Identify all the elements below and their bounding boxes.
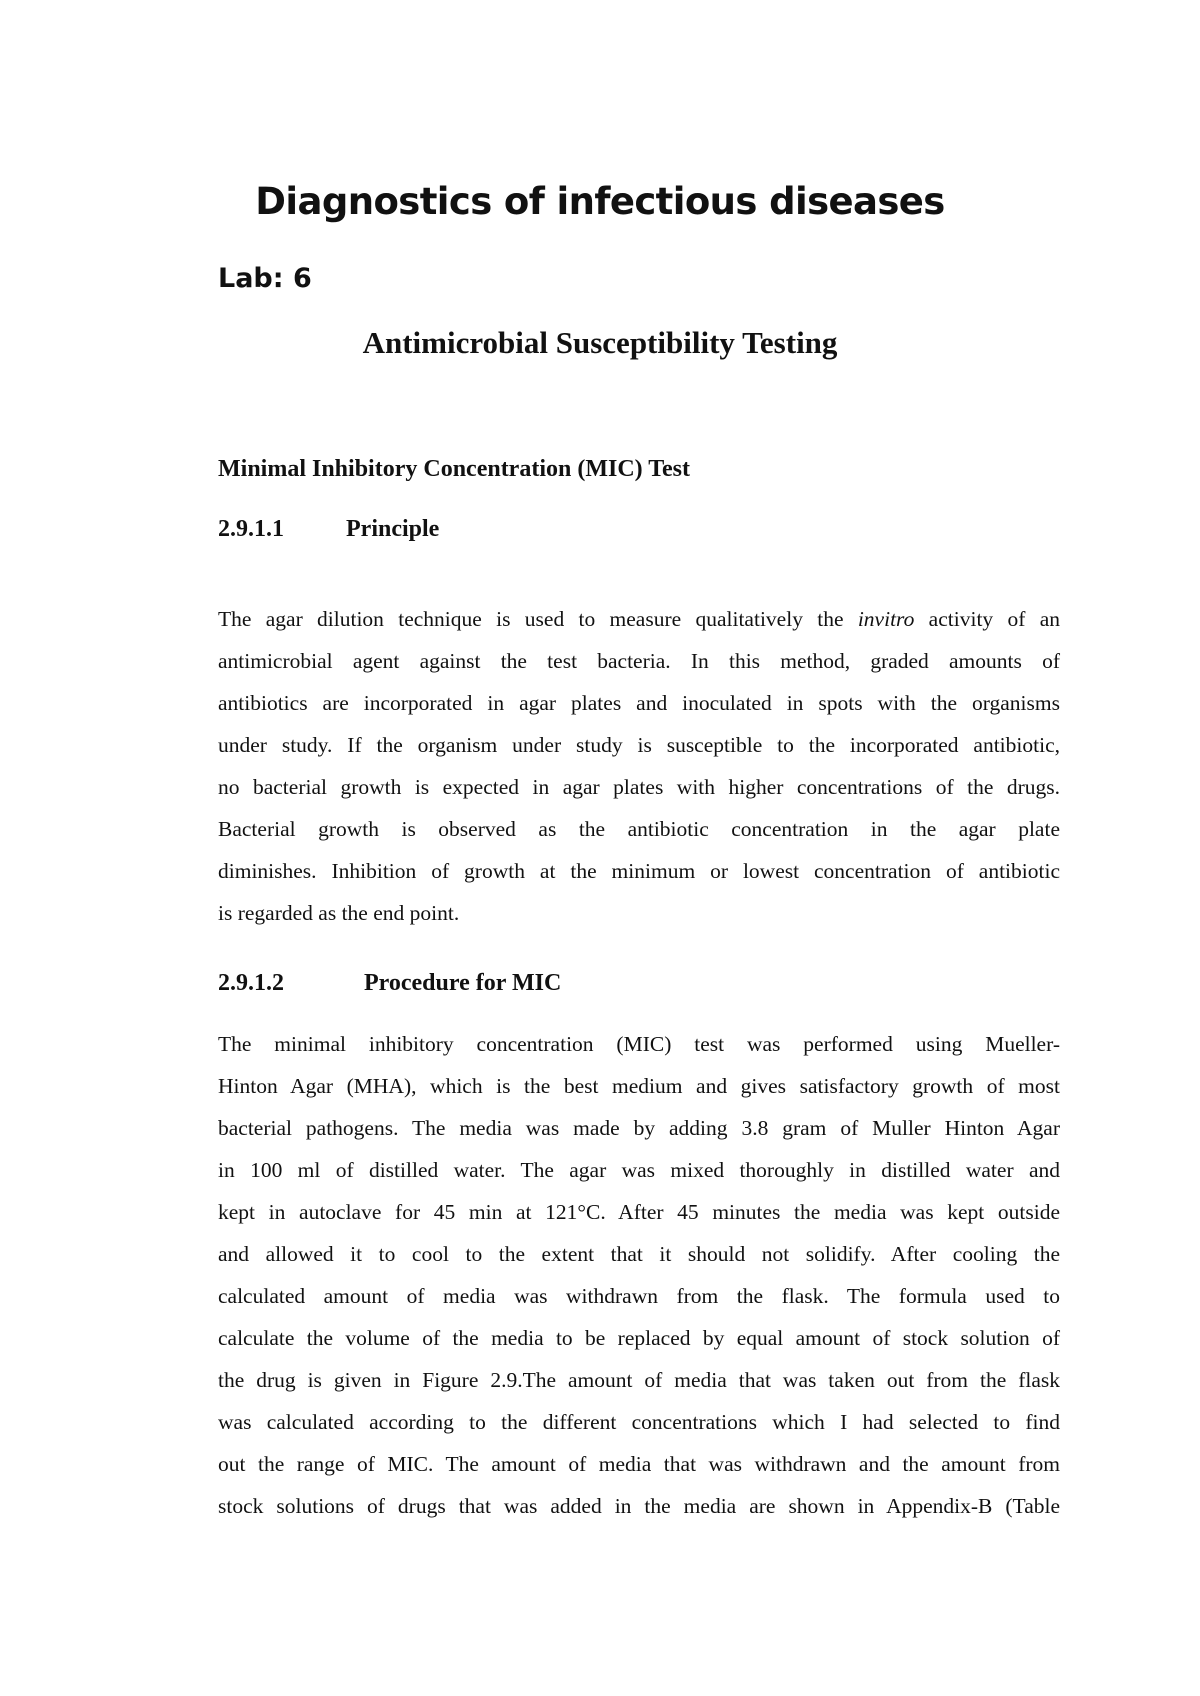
text-run: under study. If the organism under study is susceptible to the incorporated antibiotic, <box>218 733 1060 757</box>
text-line: calculated amount of media was withdrawn from the flask. The formula used to <box>218 1284 1060 1308</box>
text-run: no bacterial growth is expected in agar plates with higher concentrations of the drugs. <box>218 775 1060 799</box>
text-line: stock solutions of drugs that was added in the media are shown in Appendix-B (Table <box>218 1494 1060 1518</box>
italic-term: invitro <box>857 607 915 631</box>
principle-paragraph <box>218 598 1060 934</box>
text-line: and allowed it to cool to the extent that it should not solidify. After cooling the <box>218 1242 1060 1266</box>
procedure-title: Procedure for MIC <box>364 970 562 996</box>
principle-heading <box>218 516 439 543</box>
principle-number: 2.9.1.1 <box>218 516 284 542</box>
text-line: out the range of MIC. The amount of media that was withdrawn and the amount from <box>218 1452 1060 1476</box>
text-run: Bacterial growth is observed as the antibiotic concentration in the agar plate <box>218 817 1060 841</box>
principle-title: Principle <box>346 516 440 542</box>
text-line: Hinton Agar (MHA), which is the best medium and gives satisfactory growth of most <box>218 1074 1060 1098</box>
text-line: The minimal inhibitory concentration (MIC) test was performed using Mueller- <box>218 1032 1060 1056</box>
text-line <box>218 724 1060 766</box>
text-line <box>218 640 1060 682</box>
text-line <box>218 850 1060 892</box>
text-line <box>218 808 1060 850</box>
procedure-paragraph <box>218 1023 1060 1527</box>
section-heading: Minimal Inhibitory Concentration (MIC) Test <box>218 456 691 482</box>
text-line: bacterial pathogens. The media was made by adding 3.8 gram of Muller Hinton Agar <box>218 1116 1060 1140</box>
text-run: is regarded as the end point. <box>218 901 460 925</box>
text-run: activity of an <box>914 607 1060 631</box>
text-run: The agar dilution technique is used to measure qualitatively the <box>218 607 858 631</box>
text-line: calculate the volume of the media to be replaced by equal amount of stock solution of <box>218 1326 1060 1350</box>
text-run: antibiotics are incorporated in agar plates and inoculated in spots with the organisms <box>218 691 1060 715</box>
text-line <box>218 892 1060 934</box>
text-line <box>218 766 1060 808</box>
text-line: in 100 ml of distilled water. The agar was mixed thoroughly in distilled water and <box>218 1158 1060 1182</box>
text-line: kept in autoclave for 45 min at 121°C. After 45 minutes the media was kept outside <box>218 1200 1060 1224</box>
document-subtitle: Antimicrobial Susceptibility Testing <box>362 325 838 360</box>
text-line: was calculated according to the different concentrations which I had selected to find <box>218 1410 1060 1434</box>
lab-number: Lab: 6 <box>218 263 312 294</box>
text-run: antimicrobial agent against the test bacteria. In this method, graded amounts of <box>218 649 1060 673</box>
text-run: diminishes. Inhibition of growth at the minimum or lowest concentration of antibiotic <box>218 859 1060 883</box>
text-line <box>218 682 1060 724</box>
text-line <box>218 598 1060 640</box>
text-line: the drug is given in Figure 2.9.The amount of media that was taken out from the flask <box>218 1368 1060 1392</box>
procedure-heading <box>218 970 561 997</box>
document-title: Diagnostics of infectious diseases <box>255 180 945 223</box>
procedure-number: 2.9.1.2 <box>218 970 284 996</box>
